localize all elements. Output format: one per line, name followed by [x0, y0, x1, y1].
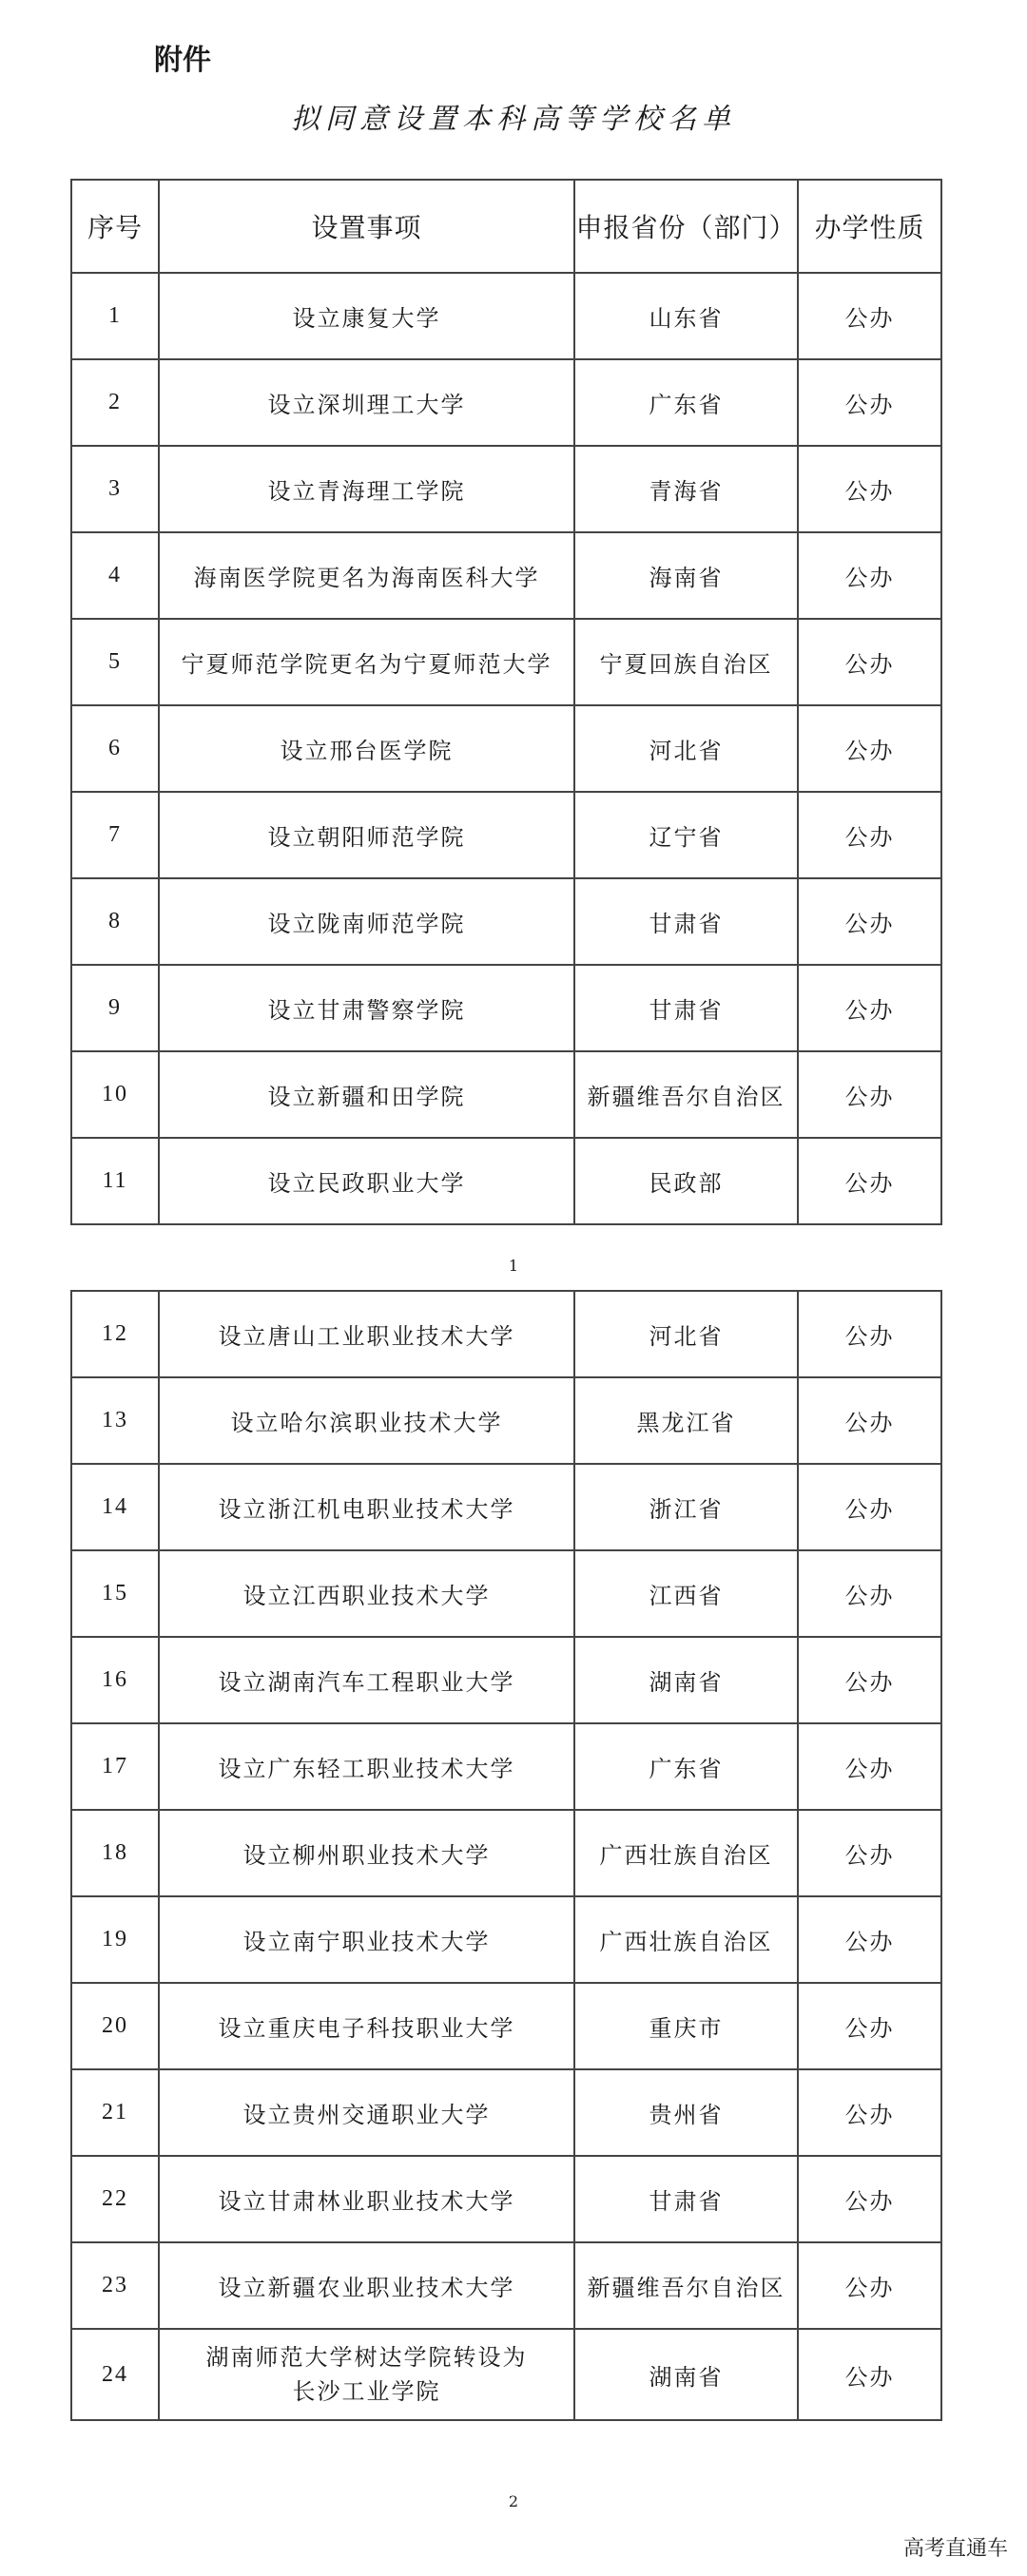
row-province: 河北省: [574, 705, 798, 792]
row-item: 设立甘肃林业职业技术大学: [159, 2156, 574, 2242]
row-province: 新疆维吾尔自治区: [574, 1051, 798, 1138]
row-item: 宁夏师范学院更名为宁夏师范大学: [159, 619, 574, 705]
table-row: [71, 619, 941, 705]
row-province: 新疆维吾尔自治区: [574, 2242, 798, 2329]
row-seq: 19: [71, 1896, 159, 1983]
row-seq: 5: [71, 619, 159, 705]
row-nature: 公办: [798, 1291, 941, 1377]
row-item: [159, 2329, 574, 2420]
row-province: 海南省: [574, 532, 798, 619]
row-province: 广西壮族自治区: [574, 1896, 798, 1983]
row-seq: 22: [71, 2156, 159, 2242]
row-nature: 公办: [798, 2156, 941, 2242]
row-province: 湖南省: [574, 2329, 798, 2420]
table-row: [71, 2329, 941, 2420]
header-nature: 办学性质: [798, 180, 941, 273]
row-nature: 公办: [798, 532, 941, 619]
header-province: 申报省份（部门）: [574, 180, 798, 273]
table-row: [71, 1983, 941, 2069]
row-province: 广东省: [574, 359, 798, 446]
row-seq: 17: [71, 1723, 159, 1810]
row-item: 设立唐山工业职业技术大学: [159, 1291, 574, 1377]
row-seq: 14: [71, 1464, 159, 1550]
row-nature: 公办: [798, 273, 941, 359]
table-row: [71, 2156, 941, 2242]
header-seq: 序号: [71, 180, 159, 273]
row-item: 设立哈尔滨职业技术大学: [159, 1377, 574, 1464]
table-row: [71, 1377, 941, 1464]
row-nature: 公办: [798, 619, 941, 705]
row-item: 设立浙江机电职业技术大学: [159, 1464, 574, 1550]
row-item: 设立新疆农业职业技术大学: [159, 2242, 574, 2329]
row-nature: 公办: [798, 1810, 941, 1896]
table-row: [71, 965, 941, 1051]
row-seq: 11: [71, 1138, 159, 1224]
table-row: [71, 2242, 941, 2329]
row-seq: 9: [71, 965, 159, 1051]
row-seq: 4: [71, 532, 159, 619]
table-row: [71, 1896, 941, 1983]
row-item: 设立南宁职业技术大学: [159, 1896, 574, 1983]
table-row: [71, 2069, 941, 2156]
row-nature: 公办: [798, 1464, 941, 1550]
watermark-text: 高考直通车: [902, 2537, 1008, 2561]
row-province: 黑龙江省: [574, 1377, 798, 1464]
document-title: 拟同意设置本科高等学校名单: [291, 103, 736, 136]
row-province: 广东省: [574, 1723, 798, 1810]
row-seq: 21: [71, 2069, 159, 2156]
row-seq: 8: [71, 878, 159, 965]
row-nature: 公办: [798, 1723, 941, 1810]
row-item: 设立民政职业大学: [159, 1138, 574, 1224]
row-province: 湖南省: [574, 1637, 798, 1723]
table-row: [71, 878, 941, 965]
row-province: 山东省: [574, 273, 798, 359]
row-seq: 20: [71, 1983, 159, 2069]
row-seq: 23: [71, 2242, 159, 2329]
table-row: [71, 705, 941, 792]
row-nature: 公办: [798, 1896, 941, 1983]
row-nature: 公办: [798, 446, 941, 532]
row-province: 江西省: [574, 1550, 798, 1637]
table-row: [71, 359, 941, 446]
row-nature: 公办: [798, 359, 941, 446]
row-province: 河北省: [574, 1291, 798, 1377]
table-row: [71, 1723, 941, 1810]
row-province: 青海省: [574, 446, 798, 532]
row-item: 设立柳州职业技术大学: [159, 1810, 574, 1896]
row-seq: 7: [71, 792, 159, 878]
table-header-row: [71, 180, 941, 273]
school-table-page-1: [70, 179, 942, 1225]
row-province: 浙江省: [574, 1464, 798, 1550]
table-row: [71, 1051, 941, 1138]
table-row: [71, 1550, 941, 1637]
row-nature: 公办: [798, 1637, 941, 1723]
table-row: [71, 532, 941, 619]
table-row: [71, 1810, 941, 1896]
table-row: [71, 1291, 941, 1377]
row-item: 设立青海理工学院: [159, 446, 574, 532]
row-seq: 16: [71, 1637, 159, 1723]
row-nature: 公办: [798, 2069, 941, 2156]
row-item: 设立江西职业技术大学: [159, 1550, 574, 1637]
header-item: 设置事项: [159, 180, 574, 273]
row-item: 海南医学院更名为海南医科大学: [159, 532, 574, 619]
row-province: 民政部: [574, 1138, 798, 1224]
row-nature: 公办: [798, 965, 941, 1051]
table-row: [71, 1637, 941, 1723]
row-item: 设立邢台医学院: [159, 705, 574, 792]
row-item: 设立新疆和田学院: [159, 1051, 574, 1138]
row-nature: 公办: [798, 1550, 941, 1637]
row-item: 设立朝阳师范学院: [159, 792, 574, 878]
table-row: [71, 446, 941, 532]
row-seq: 10: [71, 1051, 159, 1138]
school-table-page-2: [70, 1290, 942, 2421]
row-province: 宁夏回族自治区: [574, 619, 798, 705]
row-nature: 公办: [798, 2329, 941, 2420]
row-seq: 3: [71, 446, 159, 532]
row-seq: 13: [71, 1377, 159, 1464]
row-nature: 公办: [798, 1377, 941, 1464]
row-province: 辽宁省: [574, 792, 798, 878]
row-nature: 公办: [798, 878, 941, 965]
row-item-line-2: 长沙工业学院: [292, 2378, 441, 2405]
row-seq: 12: [71, 1291, 159, 1377]
page-number: 2: [508, 2492, 519, 2510]
row-seq: 6: [71, 705, 159, 792]
row-item: 设立广东轻工职业技术大学: [159, 1723, 574, 1810]
row-nature: 公办: [798, 792, 941, 878]
row-item: 设立深圳理工大学: [159, 359, 574, 446]
row-item: 设立湖南汽车工程职业大学: [159, 1637, 574, 1723]
table-row: [71, 792, 941, 878]
row-item: 设立甘肃警察学院: [159, 965, 574, 1051]
row-province: 重庆市: [574, 1983, 798, 2069]
page-number: 1: [508, 1257, 519, 1275]
row-seq: 2: [71, 359, 159, 446]
row-nature: 公办: [798, 705, 941, 792]
row-province: 广西壮族自治区: [574, 1810, 798, 1896]
row-province: 贵州省: [574, 2069, 798, 2156]
row-seq: 18: [71, 1810, 159, 1896]
row-item: 设立贵州交通职业大学: [159, 2069, 574, 2156]
row-item-line-1: 湖南师范大学树达学院转设为: [205, 2344, 528, 2371]
row-seq: 1: [71, 273, 159, 359]
row-province: 甘肃省: [574, 878, 798, 965]
row-nature: 公办: [798, 2242, 941, 2329]
row-item: 设立重庆电子科技职业大学: [159, 1983, 574, 2069]
row-province: 甘肃省: [574, 965, 798, 1051]
row-item: 设立陇南师范学院: [159, 878, 574, 965]
row-seq: 15: [71, 1550, 159, 1637]
table-row: [71, 1138, 941, 1224]
row-nature: 公办: [798, 1983, 941, 2069]
table-row: [71, 273, 941, 359]
row-seq: 24: [71, 2329, 159, 2420]
row-item: 设立康复大学: [159, 273, 574, 359]
row-nature: 公办: [798, 1138, 941, 1224]
row-nature: 公办: [798, 1051, 941, 1138]
row-province: 甘肃省: [574, 2156, 798, 2242]
attachment-label: 附件: [154, 44, 211, 77]
table-row: [71, 1464, 941, 1550]
